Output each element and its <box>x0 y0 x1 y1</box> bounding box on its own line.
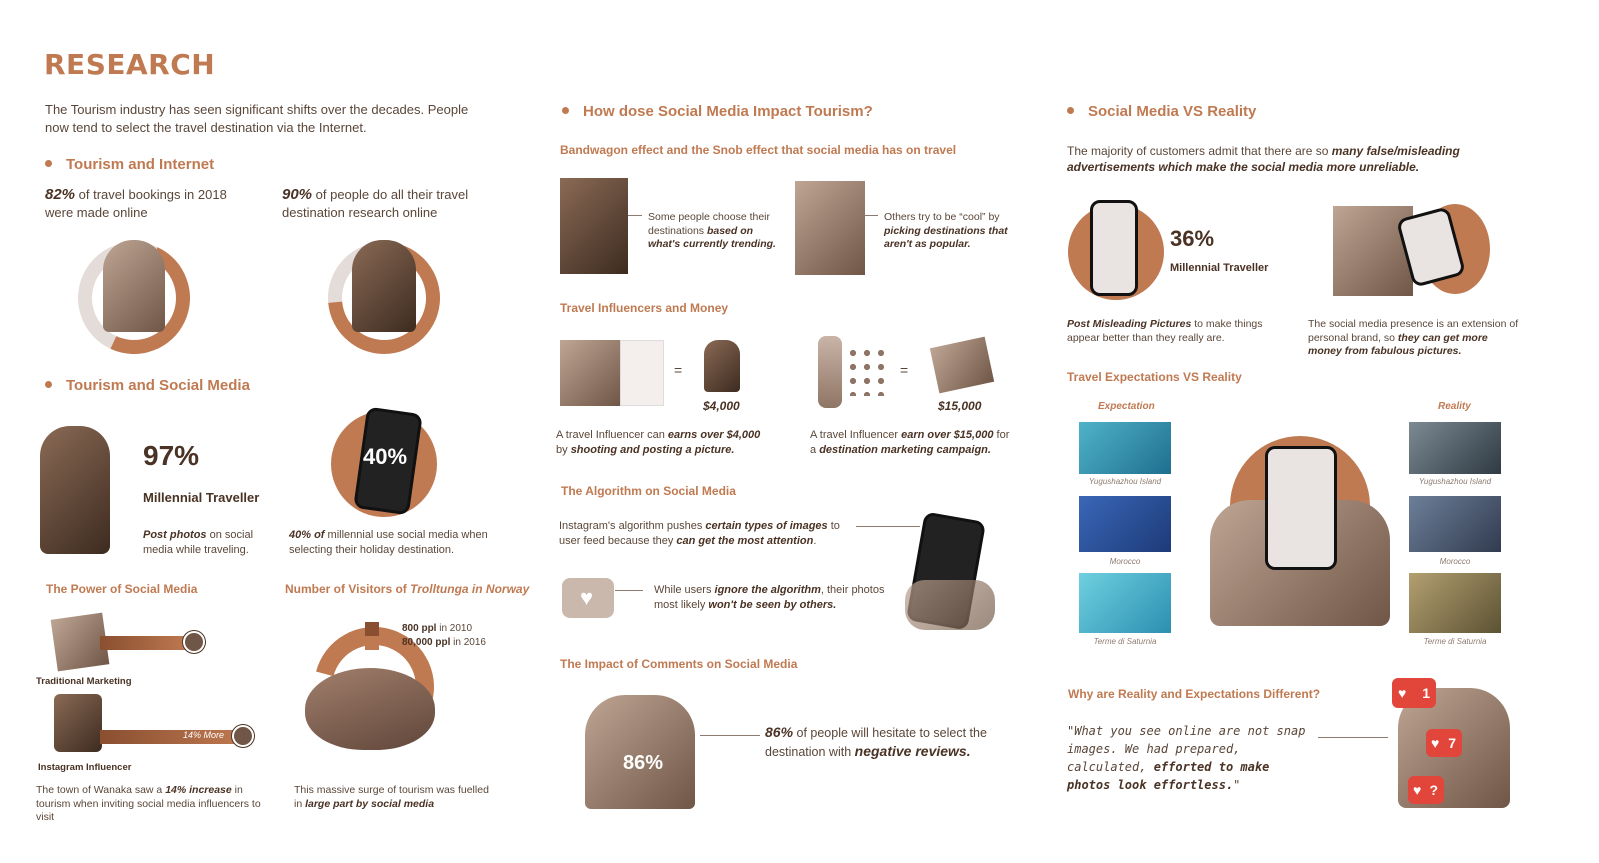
like-notification-icon: ♥ 7 <box>1426 729 1462 757</box>
hiker-photo <box>795 181 865 275</box>
mountain-photo <box>560 340 620 406</box>
heart-icon: ♥ <box>1431 735 1440 751</box>
instagram-post-screenshot <box>620 340 664 406</box>
phone-apps-icon <box>818 336 842 408</box>
reality-caption: Terme di Saturnia <box>1423 637 1487 646</box>
expectation-photo-saturnia <box>1079 573 1171 633</box>
stat-40-value: 40% <box>363 444 408 469</box>
phone-hand-photo <box>54 694 102 752</box>
reality-caption: Morocco <box>1439 557 1471 566</box>
amount-15000: $15,000 <box>938 399 982 413</box>
bar-traditional <box>100 636 192 650</box>
col3-text-1: Post Misleading Pictures to make things appear better than they really are. <box>1067 318 1263 344</box>
col3-intro: The majority of customers admit that there are so many false/misleading advertisements which make the social media more unreliable. <box>1067 144 1460 174</box>
algorithm-heading: The Algorithm on Social Media <box>561 484 736 498</box>
expectations-heading: Travel Expectations VS Reality <box>1067 370 1242 384</box>
marker-2010 <box>365 622 379 636</box>
phone-instagram-icon <box>1265 446 1337 570</box>
label-14-more: 14% More <box>183 730 225 740</box>
section-heading-tourism-social-media: Tourism and Social Media <box>45 377 250 394</box>
equals-sign: = <box>900 362 909 378</box>
reality-caption: Yugushazhou Island <box>1418 477 1492 486</box>
bullet-icon <box>1067 107 1074 114</box>
why-heading: Why are Reality and Expectations Different? <box>1068 687 1321 701</box>
stat-40-caption: 40% of millennial use social media when selecting their holiday destination. <box>289 529 488 556</box>
stat-97-value: 97% <box>143 440 200 471</box>
backpacker-photo <box>40 426 110 554</box>
expectation-caption: Terme di Saturnia <box>1093 637 1157 646</box>
intro-text: The Tourism industry has seen significant shifts over the decades. People now tend to select the travel destination via the Internet. <box>45 102 469 135</box>
label-traditional: Traditional Marketing <box>36 676 132 687</box>
label-instagram: Instagram Influencer <box>38 762 132 773</box>
col2-heading: How dose Social Media Impact Tourism? <box>562 103 873 120</box>
stat-97-label: Millennial Traveller <box>143 490 260 505</box>
marker-2016 <box>365 636 379 650</box>
bandwagon-text-2: Others try to be “cool” by picking destinations that aren't as popular. <box>884 211 1008 250</box>
woman-with-laptop-photo <box>352 240 416 332</box>
leader-line <box>856 526 920 527</box>
stat-36-value: 36% <box>1170 226 1215 251</box>
stat-90: 90% of people do all their travel destination research online <box>282 186 469 220</box>
man-with-phone-photo <box>103 240 165 332</box>
visitors-2016: 80,000 ppl in 2016 <box>402 637 486 648</box>
app-icons-cluster <box>846 346 886 396</box>
reality-photo-morocco <box>1409 496 1501 552</box>
money-fan-photo <box>930 337 994 394</box>
algorithm-text-1: Instagram's algorithm pushes certain types of images to user feed because they can get the most attention. <box>559 520 840 547</box>
stat-36-label: Millennial Traveller <box>1170 262 1269 274</box>
bullet-icon <box>45 160 52 167</box>
heart-icon: ♥ <box>580 585 594 610</box>
trolltunga-rock-photo <box>305 668 435 750</box>
leader-line <box>628 215 642 216</box>
influencers-text-2: A travel Influencer earn over $15,000 for a destination marketing campaign. <box>810 429 1010 456</box>
expectation-caption: Yugushazhou Island <box>1088 477 1162 486</box>
visitors-heading: Number of Visitors of Trolltunga in Norway <box>285 582 530 596</box>
like-notification-icon: ♥ 1 <box>1392 678 1436 708</box>
bar-instagram <box>100 730 250 744</box>
expectation-photo-island <box>1079 422 1171 474</box>
man-with-phone-photo <box>704 340 740 392</box>
leader-line <box>862 215 878 216</box>
bandwagon-heading: Bandwagon effect and the Snob effect that social media has on travel <box>560 143 957 157</box>
reality-photo-island <box>1409 422 1501 474</box>
stat-86-value: 86% <box>623 752 664 774</box>
expectation-caption: Morocco <box>1109 557 1141 566</box>
reality-photo-saturnia <box>1409 573 1501 633</box>
amount-4000: $4,000 <box>703 399 740 413</box>
why-quote: "What you see online are not snap images. We had prepared, calculated, efforted to make photos look effortless." <box>1067 724 1306 792</box>
algorithm-text-2: While users ignore the algorithm, their photos most likely won't be seen by others. <box>654 584 885 611</box>
expectation-photo-morocco <box>1079 496 1171 552</box>
crowd-photo <box>560 178 628 274</box>
visitors-caption: This massive surge of tourism was fuelled in large part by social media <box>294 784 489 810</box>
visitors-2010: 800 ppl in 2010 <box>402 623 473 634</box>
phone-icon <box>1090 200 1138 296</box>
leader-line <box>615 590 643 591</box>
bullet-icon <box>45 381 52 388</box>
col3-heading: Social Media VS Reality <box>1067 103 1256 120</box>
heart-icon: ♥ <box>1413 782 1422 798</box>
page-title: RESEARCH <box>44 48 216 81</box>
bullet-icon <box>562 107 569 114</box>
like-notification-icon: ♥ ? <box>1408 776 1444 804</box>
avatar-icon <box>183 631 205 653</box>
comments-heading: The Impact of Comments on Social Media <box>560 657 798 671</box>
leader-line <box>1318 737 1388 738</box>
heart-icon: ♥ <box>1398 685 1407 701</box>
col3-text-2: The social media presence is an extension of personal brand, so they can get more money from fabulous pictures. <box>1308 318 1519 357</box>
section-heading-tourism-internet: Tourism and Internet <box>45 156 214 173</box>
comments-text: 86% of people will hesitate to select the destination with negative reviews. <box>765 724 987 759</box>
power-heading: The Power of Social Media <box>46 582 198 596</box>
reality-label: Reality <box>1438 401 1471 412</box>
power-caption: The town of Wanaka saw a 14% increase in tourism when inviting social media influencers to visit <box>36 784 261 823</box>
stat-82: 82% of travel bookings in 2018 were made online <box>45 186 227 220</box>
bandwagon-text-1: Some people choose their destinations based on what's currently trending. <box>648 211 776 250</box>
expectation-label: Expectation <box>1098 401 1155 412</box>
avatar-icon <box>232 725 254 747</box>
leader-line <box>700 735 760 736</box>
equals-sign: = <box>674 362 683 378</box>
influencers-text-1: A travel Influencer can earns over $4,000 by shooting and posting a picture. <box>556 429 761 456</box>
stat-97-caption: Post photos on social media while traveling. <box>143 529 254 556</box>
hand-photo <box>905 580 995 630</box>
influencers-heading: Travel Influencers and Money <box>560 301 729 315</box>
